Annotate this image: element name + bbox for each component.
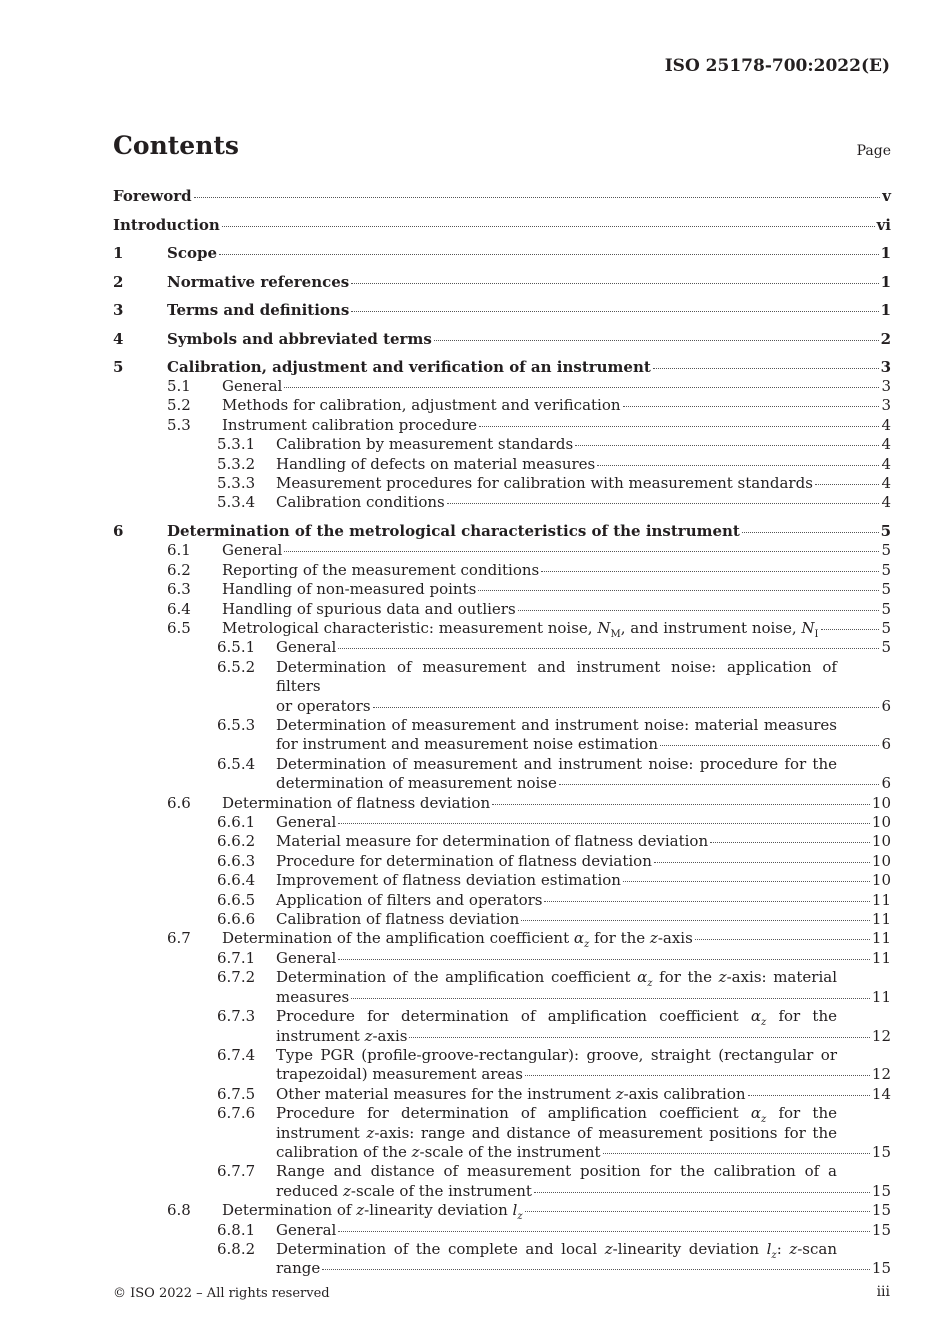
toc-entry-number: 1 (113, 244, 124, 262)
toc-entry-6-7-1[interactable]: 6.7.1 General 11 (217, 948, 891, 967)
toc-entry-5-3-3[interactable]: 5.3.3 Measurement procedures for calibration with measurement standards 4 (217, 474, 891, 493)
toc-page-number: 15 (871, 1181, 891, 1200)
toc-entry-4[interactable]: 4 Symbols and abbreviated terms 2 (113, 329, 891, 348)
toc-entry-6-6-6[interactable]: 6.6.6 Calibration of flatness deviation 11 (217, 910, 891, 929)
toc-entry-number: 6.6.5 (217, 890, 256, 909)
page-column-label: Page (856, 143, 891, 159)
toc-page-number: 15 (871, 1259, 891, 1278)
toc-entry-6[interactable]: 6 Determination of the metrological characteristics of the instrument 5 (113, 522, 891, 541)
toc-entry-number: 6 (113, 522, 124, 541)
toc-entry-6-1[interactable]: 6.1 General 5 (167, 541, 891, 560)
toc-entry-6-7-5[interactable]: 6.7.5 Other material measures for the instrument z-axis calibration 14 (217, 1084, 891, 1103)
toc-entry-5-3-2[interactable]: 5.3.2 Handling of defects on material measures 4 (217, 454, 891, 473)
toc-page-number: 10 (871, 851, 891, 870)
toc-entry-number: 5.3 (167, 415, 191, 434)
toc-entry-6-3[interactable]: 6.3 Handling of non-measured points 5 (167, 580, 891, 599)
toc-entry-6-5-1[interactable]: 6.5.1 General 5 (217, 638, 891, 657)
toc-page-number: 10 (871, 832, 891, 851)
toc-entry-number: 6.5.1 (217, 638, 256, 657)
toc-page-number: 10 (871, 813, 891, 832)
toc-page-number: 12 (871, 1026, 891, 1045)
toc-entry-number: 6.7.1 (217, 948, 256, 967)
toc-entry-6-8-2[interactable]: 6.8.2 Determination of the complete and local z-linearity deviation $l_z$: z-scan range 15 (217, 1239, 891, 1278)
toc-entry-6-7-6[interactable]: 6.7.6 Procedure for determination of amplification coefficient $\alpha_z$ for the instrument z-axis: range and distance of measurement positions for the calibration of the z-scale of the instrument 15 (217, 1104, 891, 1161)
toc-page-number: 5 (881, 560, 891, 579)
table-of-contents (113, 186, 891, 1279)
toc-entry-6-7-2[interactable]: 6.7.2 Determination of the amplification coefficient $\alpha_z$ for the z-axis: material measures 11 (217, 968, 891, 1006)
toc-page-number: 1 (880, 272, 891, 291)
toc-entry-number: 6.7.2 (217, 968, 256, 987)
toc-page-number: 6 (881, 735, 891, 754)
toc-entry-6-7-4[interactable]: 6.7.4 Type PGR (profile-groove-rectangular): groove, straight (rectangular or trapezoidal) measurement areas 12 (217, 1045, 891, 1084)
toc-page-number: 5 (881, 638, 891, 657)
toc-entry-foreword[interactable]: Foreword v (113, 187, 891, 205)
toc-entry-number: 5.3.4 (217, 493, 256, 512)
toc-page-number: 11 (871, 929, 891, 948)
toc-entry-number: 4 (113, 329, 124, 348)
document-id: ISO 25178-700:2022(E) (664, 56, 890, 76)
toc-entry-5-1[interactable]: 5.1 General 3 (167, 377, 891, 395)
toc-entry-5-3-1[interactable]: 5.3.1 Calibration by measurement standards 4 (217, 435, 891, 454)
toc-page-number: 3 (880, 358, 891, 376)
toc-entry-6-6-3[interactable]: 6.6.3 Procedure for determination of flatness deviation 10 (217, 851, 891, 870)
toc-entry-number: 6.5.3 (217, 716, 256, 734)
toc-entry-number: 6.8.1 (217, 1220, 256, 1239)
toc-entry-6-7-7[interactable]: 6.7.7 Range and distance of measurement position for the calibration of a reduced z-scale of the instrument 15 (217, 1162, 891, 1200)
toc-page-number: 6 (881, 696, 891, 715)
toc-entry-1[interactable]: 1 Scope 1 (113, 244, 891, 262)
toc-page-number: 11 (871, 910, 891, 929)
toc-page-number: 4 (881, 415, 891, 434)
toc-entry-number: 5.3.3 (217, 474, 256, 493)
toc-entry-number: 5.2 (167, 396, 191, 415)
toc-page-number: 15 (871, 1220, 891, 1239)
toc-entry-6-5-2[interactable]: 6.5.2 Determination of measurement and instrument noise: application of filters or operators 6 (217, 657, 891, 715)
toc-entry-5-3-4[interactable]: 5.3.4 Calibration conditions 4 (217, 493, 891, 512)
toc-entry-3[interactable]: 3 Terms and definitions 1 (113, 301, 891, 319)
toc-page-number: 11 (871, 890, 891, 909)
toc-page-number: 4 (881, 435, 891, 454)
toc-entry-6-7-3[interactable]: 6.7.3 Procedure for determination of amplification coefficient $\alpha_z$ for the instrument z-axis 12 (217, 1007, 891, 1045)
toc-entry-number: 5.1 (167, 377, 191, 395)
toc-page-number: 4 (881, 474, 891, 493)
copyright-notice: © ISO 2022 – All rights reserved (113, 1286, 330, 1301)
toc-page-number: 14 (871, 1084, 891, 1103)
toc-entry-number: 5.3.2 (217, 454, 256, 473)
toc-entry-6-5[interactable]: 6.5 Metrological characteristic: measurement noise, $N_M$, and instrument noise, $N_I$ 5 (167, 618, 891, 640)
toc-entry-6-5-3[interactable]: 6.5.3 Determination of measurement and instrument noise: material measures for instrument and measurement noise estimation 6 (217, 716, 891, 754)
toc-page-number: 11 (871, 948, 891, 967)
toc-entry-number: 6.5 (167, 618, 191, 637)
toc-page-number: 5 (881, 541, 891, 560)
page-title: Contents (113, 131, 240, 160)
toc-page-number: 11 (871, 987, 891, 1006)
toc-entry-number: 6.6.4 (217, 871, 256, 890)
toc-page-number: 6 (881, 774, 891, 793)
toc-entry-number: 6.7.5 (217, 1084, 256, 1103)
toc-entry-6-6-4[interactable]: 6.6.4 Improvement of flatness deviation estimation 10 (217, 871, 891, 890)
toc-entry-number: 6.6 (167, 793, 191, 812)
toc-page-number: 3 (881, 396, 891, 415)
toc-entry-number: 6.8.2 (217, 1239, 256, 1258)
toc-page-number: 15 (871, 1201, 891, 1220)
toc-page-number: 12 (871, 1065, 891, 1084)
toc-page-number: 5 (881, 580, 891, 599)
toc-page-number: 10 (871, 793, 891, 812)
toc-entry-5[interactable]: 5 Calibration, adjustment and verification of an instrument 3 (113, 358, 891, 376)
toc-entry-number: 6.5.4 (217, 754, 256, 773)
toc-page-number: 4 (881, 454, 891, 473)
toc-entry-number: 2 (113, 272, 124, 291)
toc-entry-6-4[interactable]: 6.4 Handling of spurious data and outliers 5 (167, 599, 891, 618)
toc-entry-number: 6.6.2 (217, 832, 256, 851)
toc-entry-number: 6.8 (167, 1201, 191, 1220)
toc-entry-number: 6.3 (167, 580, 191, 599)
toc-page-number: v (882, 187, 891, 205)
toc-page-number: 2 (880, 329, 891, 348)
toc-page-number: vi (876, 215, 891, 234)
toc-entry-5-3[interactable]: 5.3 Instrument calibration procedure 4 (167, 415, 891, 434)
toc-entry-6-6-2[interactable]: 6.6.2 Material measure for determination of flatness deviation 10 (217, 832, 891, 851)
toc-entry-5-2[interactable]: 5.2 Methods for calibration, adjustment and verification 3 (167, 396, 891, 415)
toc-entry-number: 6.7.4 (217, 1045, 256, 1064)
toc-entry-number: 6.7.3 (217, 1007, 256, 1026)
toc-entry-6-7[interactable]: 6.7 Determination of the amplification coefficient $\alpha_z$ for the z-axis 11 (167, 929, 891, 951)
toc-page-number: 1 (880, 244, 891, 262)
toc-entry-6-6[interactable]: 6.6 Determination of flatness deviation 10 (167, 793, 891, 812)
toc-page-number: 3 (881, 377, 891, 395)
toc-entry-number: 6.6.6 (217, 910, 256, 929)
toc-page-number: 10 (871, 871, 891, 890)
toc-entry-number: 6.4 (167, 599, 191, 618)
toc-entry-6-8-1[interactable]: 6.8.1 General 15 (217, 1220, 891, 1239)
toc-entry-6-8[interactable]: 6.8 Determination of z-linearity deviation $l_z$ 15 (167, 1201, 891, 1223)
toc-entry-number: 6.2 (167, 560, 191, 579)
toc-entry-number: 6.5.2 (217, 657, 256, 676)
toc-page-number: 15 (871, 1142, 891, 1161)
toc-entry-number: 6.7 (167, 929, 191, 948)
toc-entry-introduction[interactable]: Introduction vi (113, 215, 891, 234)
toc-entry-number: 5 (113, 358, 124, 376)
toc-entry-6-6-1[interactable]: 6.6.1 General 10 (217, 813, 891, 832)
toc-page-number: 1 (880, 301, 891, 319)
toc-page-number: 5 (880, 522, 891, 541)
toc-entry-number: 6.7.7 (217, 1162, 256, 1181)
toc-entry-number: 6.6.3 (217, 851, 256, 870)
toc-entry-number: 6.6.1 (217, 813, 256, 832)
toc-page-number: 5 (881, 618, 891, 637)
toc-entry-6-2[interactable]: 6.2 Reporting of the measurement conditions 5 (167, 560, 891, 579)
toc-entry-2[interactable]: 2 Normative references 1 (113, 272, 891, 291)
toc-entry-number: 6.7.6 (217, 1104, 256, 1123)
page-number: iii (876, 1284, 890, 1300)
toc-entry-6-5-4[interactable]: 6.5.4 Determination of measurement and instrument noise: procedure for the determination of measurement noise 6 (217, 754, 891, 793)
toc-entry-number: 5.3.1 (217, 435, 256, 454)
toc-entry-6-6-5[interactable]: 6.6.5 Application of filters and operators 11 (217, 890, 891, 909)
toc-entry-number: 3 (113, 301, 124, 319)
toc-page-number: 4 (881, 493, 891, 512)
toc-page-number: 5 (881, 599, 891, 618)
toc-entry-number: 6.1 (167, 541, 191, 560)
